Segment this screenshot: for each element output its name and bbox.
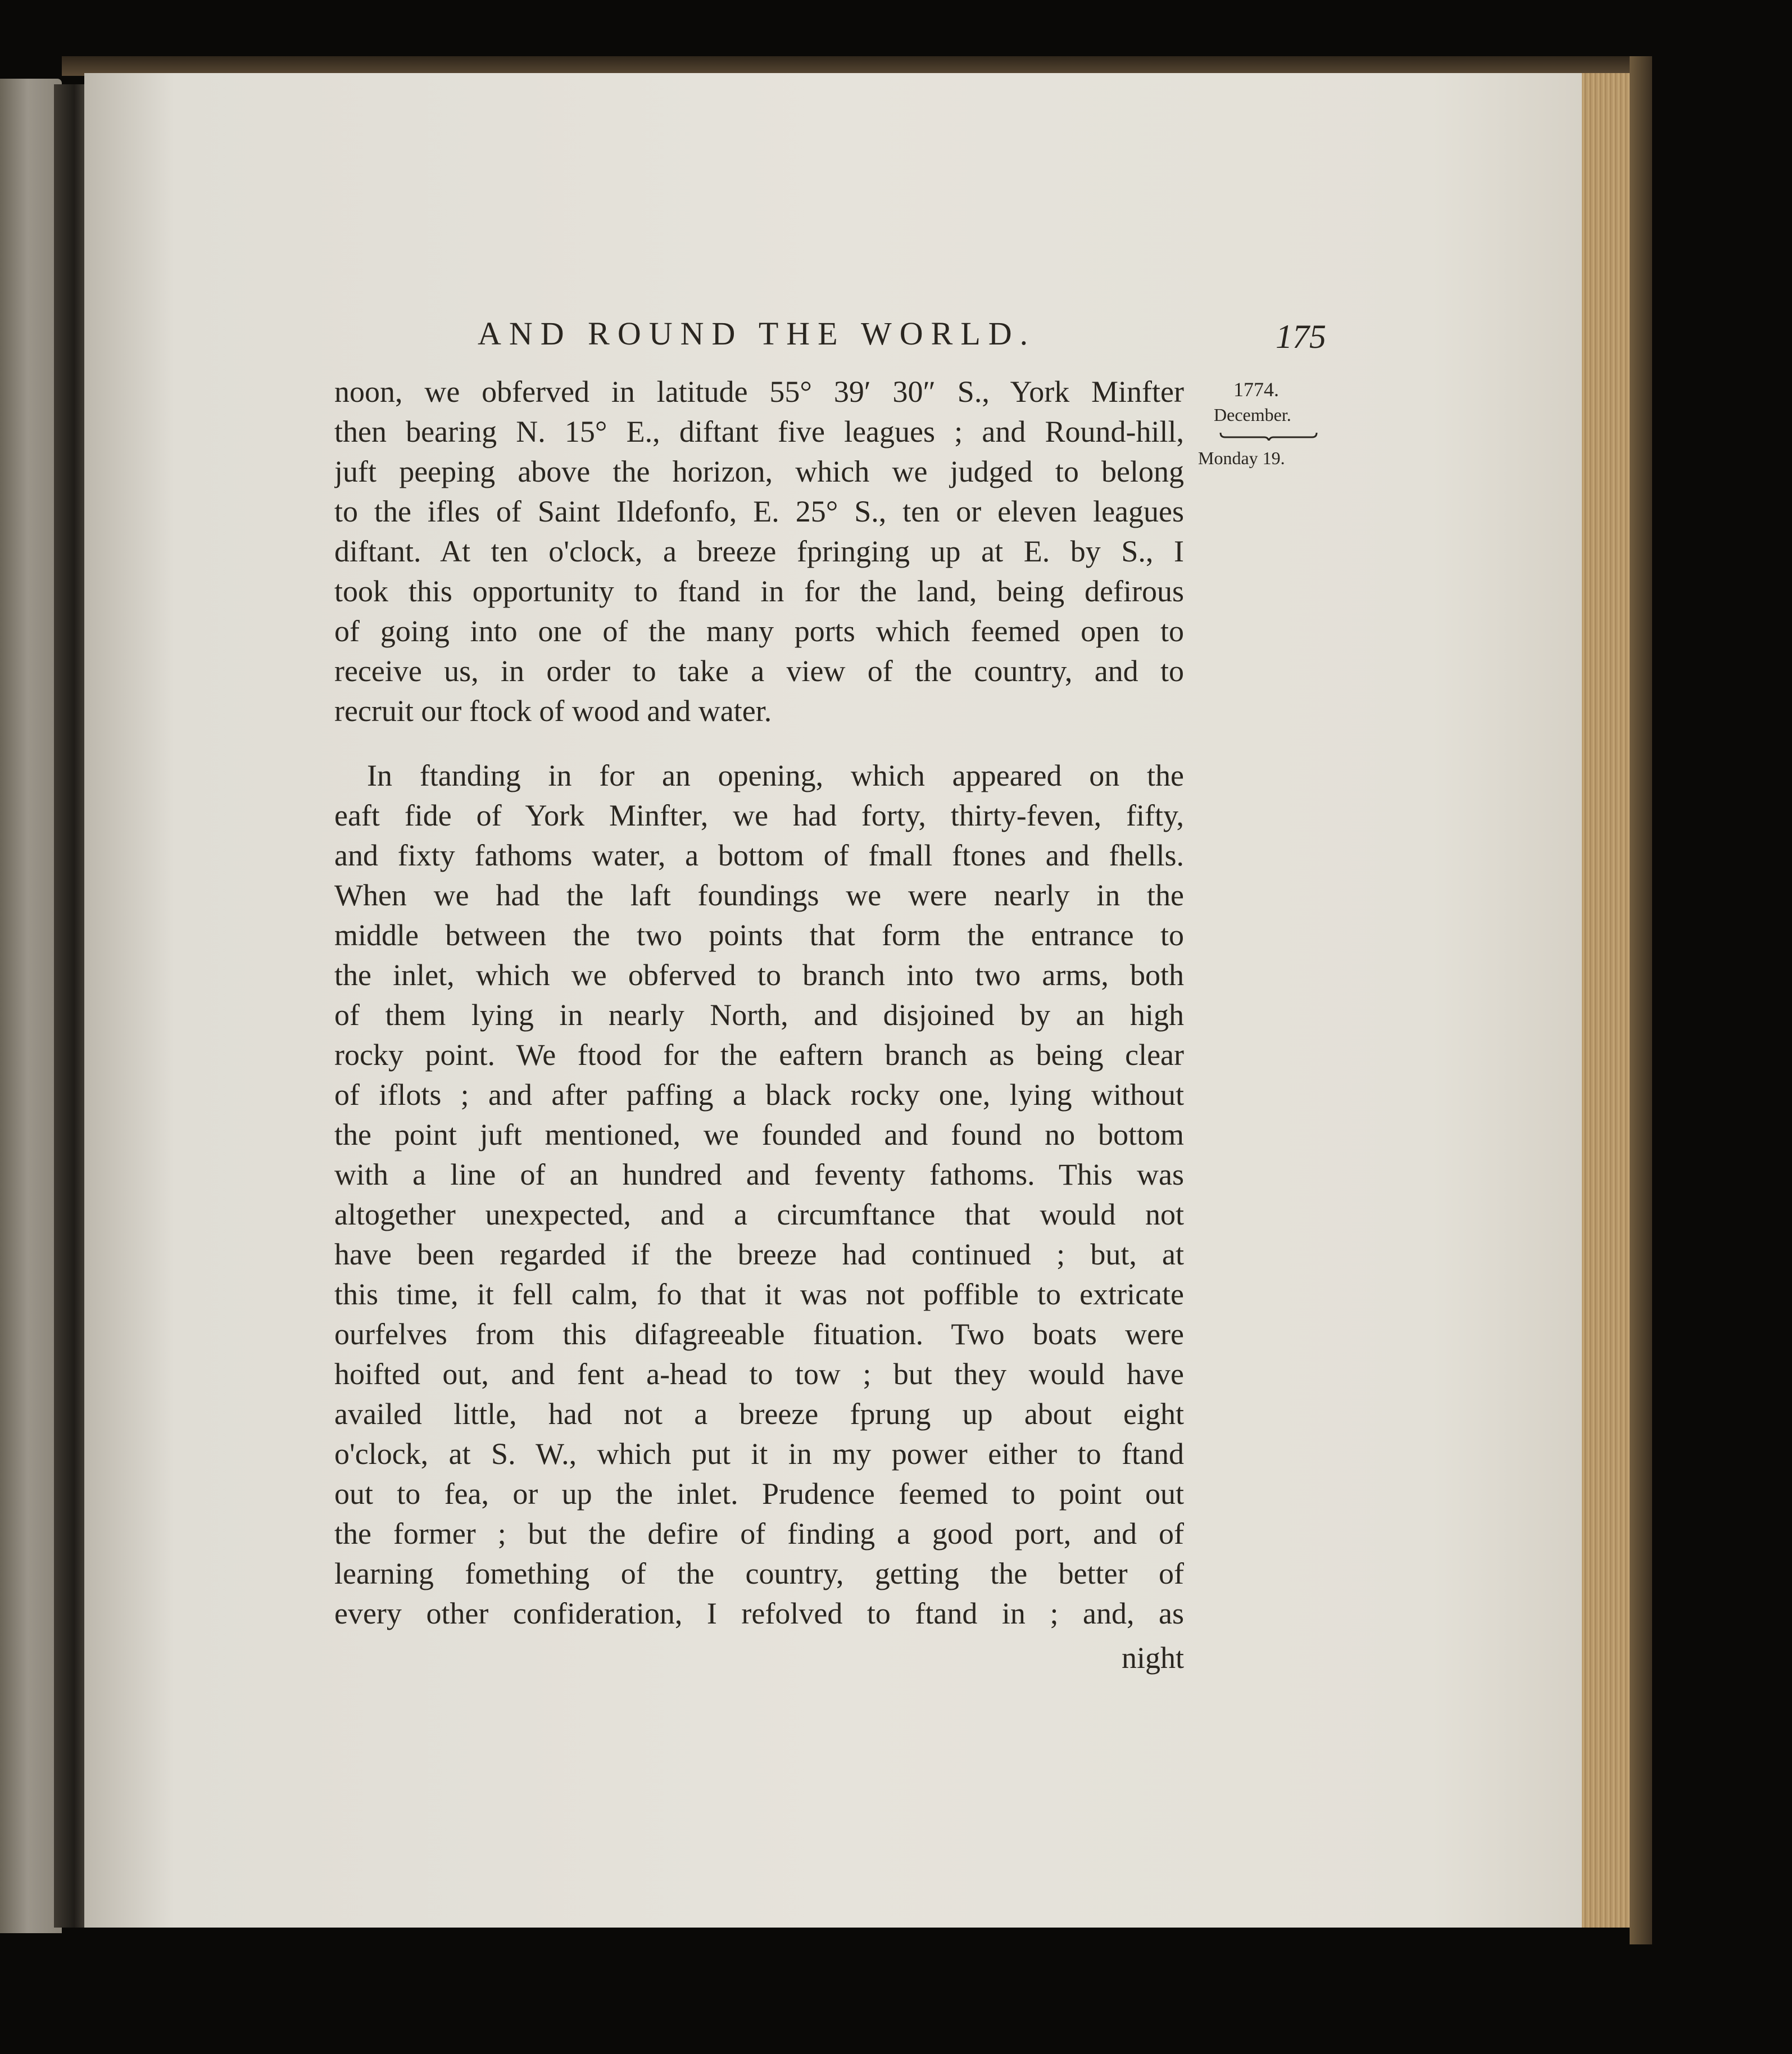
- margin-brace: [1219, 433, 1318, 441]
- body-line: availed little, had not a breeze fprung up about eight: [334, 1397, 1184, 1431]
- body-line: took this opportunity to ftand in for the land, being defirous: [334, 574, 1184, 608]
- catchword: night: [1121, 1641, 1184, 1675]
- body-line: every other confideration, I refolved to ftand in ; and, as: [334, 1597, 1184, 1630]
- body-line: have been regarded if the breeze had continued ; but, at: [334, 1237, 1184, 1271]
- body-line: ourfelves from this difagreeable fituation. Two boats were: [334, 1317, 1184, 1351]
- page-number: 175: [1276, 318, 1326, 355]
- body-line: learning fomething of the country, getting the better of: [334, 1557, 1184, 1590]
- body-line: middle between the two points that form the entrance to: [334, 918, 1184, 952]
- body-line: of iflots ; and after paffing a black rocky one, lying without: [334, 1078, 1184, 1112]
- body-line: When we had the laft foundings we were nearly in the: [334, 878, 1184, 912]
- body-line: juft peeping above the horizon, which we judged to belong: [334, 455, 1184, 488]
- facing-page-edge: [0, 79, 62, 1933]
- margin-note-day: Monday 19.: [1198, 448, 1285, 468]
- body-line: eaft fide of York Minfter, we had forty, thirty-feven, fifty,: [334, 799, 1184, 832]
- body-line: of them lying in nearly North, and disjoined by an high: [334, 998, 1184, 1032]
- body-line: then bearing N. 15° E., diftant five leagues ; and Round-hill,: [334, 415, 1184, 448]
- body-line: out to fea, or up the inlet. Prudence feemed to point out: [334, 1477, 1184, 1511]
- body-line: to the ifles of Saint Ildefonfo, E. 25° S., ten or eleven leagues: [334, 495, 1184, 528]
- body-line: recruit our ftock of wood and water.: [334, 694, 772, 728]
- body-line: this time, it fell calm, fo that it was not poffible to extricate: [334, 1277, 1184, 1311]
- margin-note-year: 1774.: [1233, 378, 1279, 401]
- body-line: rocky point. We ftood for the eaftern branch as being clear: [334, 1038, 1184, 1072]
- body-line: of going into one of the many ports which feemed open to: [334, 614, 1184, 648]
- body-line: the point juft mentioned, we founded and found no bottom: [334, 1118, 1184, 1151]
- body-line: In ftanding in for an opening, which appeared on the: [367, 759, 1184, 792]
- running-head: AND ROUND THE WORLD.: [478, 315, 1036, 352]
- body-line: the former ; but the defire of finding a good port, and of: [334, 1517, 1184, 1550]
- body-line: the inlet, which we obferved to branch into two arms, both: [334, 958, 1184, 992]
- body-line: o'clock, at S. W., which put it in my power either to ftand: [334, 1437, 1184, 1471]
- page-block-edges: [1582, 73, 1635, 1928]
- book-cover-edge: [1630, 56, 1652, 1944]
- body-line: and fixty fathoms water, a bottom of fmall ftones and fhells.: [334, 838, 1184, 872]
- margin-note-month: December.: [1214, 405, 1291, 425]
- body-line: altogether unexpected, and a circumftance that would not: [334, 1198, 1184, 1231]
- book-gutter: [54, 84, 88, 1928]
- body-line: noon, we obferved in latitude 55° 39′ 30″ S., York Minfter: [334, 375, 1184, 409]
- body-line: receive us, in order to take a view of the country, and to: [334, 654, 1184, 688]
- body-line: with a line of an hundred and feventy fathoms. This was: [334, 1158, 1184, 1191]
- body-line: hoifted out, and fent a-head to tow ; but they would have: [334, 1357, 1184, 1391]
- body-line: diftant. At ten o'clock, a breeze fpringing up at E. by S., I: [334, 534, 1184, 568]
